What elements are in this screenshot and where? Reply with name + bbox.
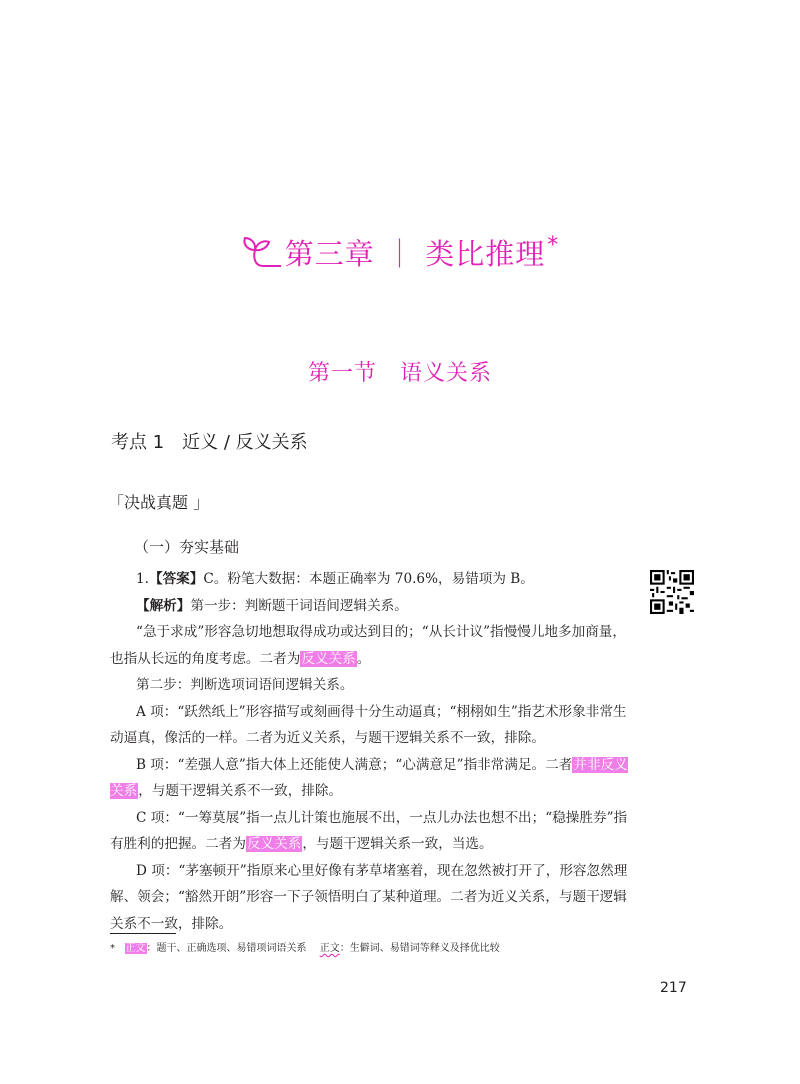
footnote (110, 939, 500, 954)
page-number: 217 (660, 980, 687, 996)
sprout-icon (241, 234, 283, 268)
highlight-antonym: 反义关系 (301, 650, 356, 667)
section-title: 第一节 语义关系 (307, 361, 492, 386)
analysis-text: 第一步：判断题干词语间逻辑关系。 (190, 597, 408, 614)
option-a: A 项：“跃然纸上”形容描写或刻画得十分生动逼真；“栩栩如生”指艺术形象非常生动逼真，像活的一样。二者为近义关系，与题干逻辑关系不一致，排除。 (110, 703, 627, 746)
option-d: D 项：“茅塞顿开”指原来心里好像有茅草堵塞着，现在忽然被打开了，形容忽然理解、领会；“豁然开朗”形容一下子领悟明白了某种道理。二者为近义关系，与题干逻辑关系不一致，排除。 (110, 862, 628, 932)
option-c-text: C 项：“一筹莫展”指一点儿计策也施展不出，一点儿办法也想不出；“稳操胜券”指有胜利的把握。二者为 (110, 809, 628, 852)
footnote-text-2: ：生僻词、易错词等释义及择优比较 (339, 943, 500, 954)
paragraph-2: 第二步：判断选项词语间逻辑关系。 (136, 677, 354, 693)
footnote-rule (110, 933, 176, 934)
kaodian-heading: 考点 1 近义 / 反义关系 (111, 432, 308, 453)
paragraph-1 (110, 619, 630, 672)
option-c (110, 805, 630, 858)
qr-code-icon[interactable] (650, 570, 694, 614)
chapter-heading (0, 232, 800, 273)
answer-label: 【答案】 (148, 571, 204, 587)
option-b-text: B 项：“差强人意”指大体上还能使人满意；“心满意足”指非常满足。二者 (136, 756, 573, 773)
paragraph-1-end: 。 (356, 650, 371, 667)
chapter-title: 第三章 ｜ 类比推理 (284, 237, 546, 271)
answer-body (110, 566, 630, 937)
footnote-text-1: ：题干、正确选项、易错项词语关系 (146, 943, 317, 954)
footnote-star: * (110, 943, 115, 954)
answer-text: C。粉笔大数据：本题正确率为 70.6%，易错项为 B。 (203, 571, 534, 587)
analysis-line (110, 593, 630, 620)
highlight-not-antonym: 并非反义关系 (110, 756, 628, 799)
answer-line (110, 566, 630, 593)
analysis-label: 【解析】 (136, 597, 191, 614)
highlight-antonym-c: 反义关系 (246, 836, 302, 852)
option-b (110, 752, 630, 805)
footnote-tag-highlight: 正文 (125, 943, 146, 954)
chapter-star: * (547, 233, 560, 258)
juezhan-heading: 「决战真题 」 (108, 493, 210, 512)
footnote-tag-wavy: 正文 (319, 943, 340, 954)
subsection-heading: （一）夯实基础 (134, 538, 240, 556)
question-number: 1. (136, 571, 149, 587)
paragraph-1-text: “急于求成”形容急切地想取得成功或达到目的；“从长计议”指慢慢儿地多加商量，也指从长远的角度考虑。二者为 (110, 624, 626, 667)
option-c-end: ，与题干逻辑关系一致，当选。 (302, 836, 493, 852)
option-b-end: ，与题干逻辑关系不一致，排除。 (138, 783, 343, 799)
